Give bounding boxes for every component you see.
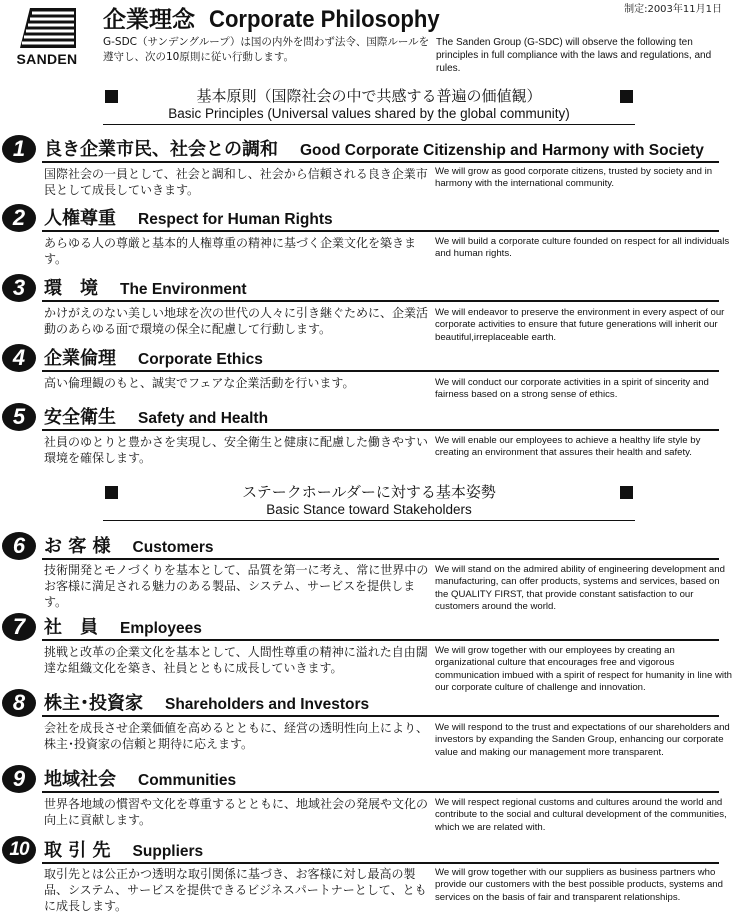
principle-body-en: We will respect regional customs and cultures around the world and contribute to the social and cultural development of the communities, which we are related with. <box>435 797 727 833</box>
principle-body-en: We will endeavor to preserve the environment in every aspect of our corporate activities to ensure that future generations will inherit our beautiful,irreplaceable earth. <box>435 307 725 343</box>
principle-heading: 人権尊重 Respect for Human Rights <box>44 208 333 229</box>
principle-heading: 企業倫理 Corporate Ethics <box>44 348 263 369</box>
principle-heading: お 客 様 Customers <box>44 536 214 557</box>
number-badge: 9 <box>1 764 37 794</box>
section-banner-stakeholders <box>103 482 635 518</box>
intro-jp: G-SDC（サンデングループ）は国の内外を問わず法令、国際ルールを遵守し、次の10原則に従い行動します。 <box>103 36 430 63</box>
heading-underline <box>42 300 719 302</box>
principle-body-en: We will grow together with our employees by creating an organizational culture that encourages free and vigorous communication imbued with a spirit of respect for humanity in line with our corporate culture of challenge and innovation. <box>435 645 733 693</box>
number-badge: 7 <box>1 612 37 642</box>
principle-body-jp: 会社を成長させ企業価値を高めるとともに、経営の透明性向上により、株主･投資家の信頼と期待に応えます。 <box>44 721 429 751</box>
square-bullet-icon <box>105 486 118 499</box>
principle-body-jp: 取引先とは公正かつ透明な取引関係に基づき、お客様に対し最高の製品、システム、サービスを提供できるビジネスパートナーとして、ともに成長します。 <box>44 867 427 913</box>
sanden-logo-mark-icon <box>12 4 82 50</box>
square-bullet-icon <box>105 90 118 103</box>
number-badge: 4 <box>1 343 37 373</box>
principle-heading: 安全衛生 Safety and Health <box>44 407 269 428</box>
title-en: Corporate Philosophy <box>209 6 440 33</box>
principle-heading: 株主･投資家 Shareholders and Investors <box>44 693 370 714</box>
principle-body-jp: 高い倫理観のもと、誠実でフェアな企業活動を行います。 <box>44 376 355 390</box>
square-bullet-icon <box>620 486 633 499</box>
heading-underline <box>42 230 719 232</box>
principle-body-jp: 社員のゆとりと豊かさを実現し、安全衛生と健康に配慮した働きやすい環境を確保します。 <box>44 435 429 465</box>
principle-body-en: We will conduct our corporate activities in a spirit of sincerity and fairness based on a strong sense of ethics. <box>435 377 709 401</box>
principle-heading: 社 員 Employees <box>44 617 202 638</box>
principle-body-en: We will build a corporate culture founded on respect for all individuals and human rights. <box>435 236 730 260</box>
square-bullet-icon <box>620 90 633 103</box>
heading-underline <box>42 161 719 163</box>
section-title-jp: ステークホールダーに対する基本姿勢 <box>242 483 496 501</box>
heading-underline <box>42 639 719 641</box>
principle-body-jp: あらゆる人の尊厳と基本的人権尊重の精神に基づく企業文化を築きます。 <box>44 236 417 266</box>
heading-underline <box>42 370 719 372</box>
number-badge: 6 <box>1 531 37 561</box>
principle-body-en: We will respond to the trust and expectations of our shareholders and investors by expanding the Sanden Group, enhancing our corporate value and making our management more transparent. <box>435 722 730 758</box>
section-divider <box>103 520 635 521</box>
principle-heading: 環 境 The Environment <box>44 278 247 299</box>
number-badge: 5 <box>1 402 37 432</box>
number-badge: 10 <box>1 835 37 865</box>
number-badge: 3 <box>1 273 37 303</box>
principle-heading: 地域社会 Communities <box>44 769 237 790</box>
principle-body-jp: 世界各地域の慣習や文化を尊重するとともに、地域社会の発展や文化の向上に貢献します。 <box>44 797 429 827</box>
section-title-en: Basic Principles (Universal values shared by the global community) <box>168 106 570 121</box>
number-badge: 2 <box>1 203 37 233</box>
principle-body-jp: 技術開発とモノづくりを基本として、品質を第一に考え、常に世界中のお客様に満足される魅力のある製品、システム、サービスを提供します。 <box>44 563 429 609</box>
number-badge: 1 <box>1 134 37 164</box>
page-title <box>103 1 460 34</box>
principle-body-en: We will stand on the admired ability of engineering development and manufacturing, can offer products, systems and services, based on the QUALITY FIRST, that provide constant satisfaction to our customers around the world. <box>435 564 725 612</box>
heading-underline <box>42 558 719 560</box>
title-jp: 企業理念 <box>103 7 195 33</box>
intro-en: The Sanden Group (G-SDC) will observe the following ten principles in full compliance with the laws and regulations, and rules. <box>436 37 712 74</box>
heading-underline <box>42 791 719 793</box>
section-title-en: Basic Stance toward Stakeholders <box>266 502 472 517</box>
principle-heading: 取 引 先 Suppliers <box>44 840 204 861</box>
heading-underline <box>42 429 719 431</box>
principle-body-jp: かけがえのない美しい地球を次の世代の人々に引き継ぐために、企業活動のあらゆる面で環境の保全に配慮して行動します。 <box>44 306 429 336</box>
established-date: 制定:2003年11月1日 <box>624 4 722 15</box>
principle-body-jp: 挑戦と改革の企業文化を基本として、人間性尊重の精神に溢れた自由闊達な組織文化を築き、社員とともに成長していきます。 <box>44 645 428 675</box>
principle-heading: 良き企業市民、社会との調和 Good Corporate Citizenship and Harmony with Society <box>44 139 704 160</box>
principle-body-en: We will grow together with our suppliers as business partners who provide our customers with the best possible products, systems and services on the basis of fair and transparent relationships. <box>435 867 723 903</box>
principle-body-en: We will grow as good corporate citizens, trusted by society and in harmony with the international community. <box>435 166 713 190</box>
section-banner-basic-principles <box>103 86 635 122</box>
section-title-jp: 基本原則（国際社会の中で共感する普遍の価値観） <box>196 87 542 105</box>
principle-body-en: We will enable our employees to achieve a healthy life style by creating an environment that assures their health and safety. <box>435 435 701 459</box>
heading-underline <box>42 715 719 717</box>
sanden-logo <box>12 4 82 66</box>
number-badge: 8 <box>1 688 37 718</box>
heading-underline <box>42 862 719 864</box>
logo-text: SANDEN <box>16 51 78 67</box>
section-divider <box>103 124 635 125</box>
principle-body-jp: 国際社会の一員として、社会と調和し、社会から信頼される良き企業市民として成長していきます。 <box>44 167 428 197</box>
